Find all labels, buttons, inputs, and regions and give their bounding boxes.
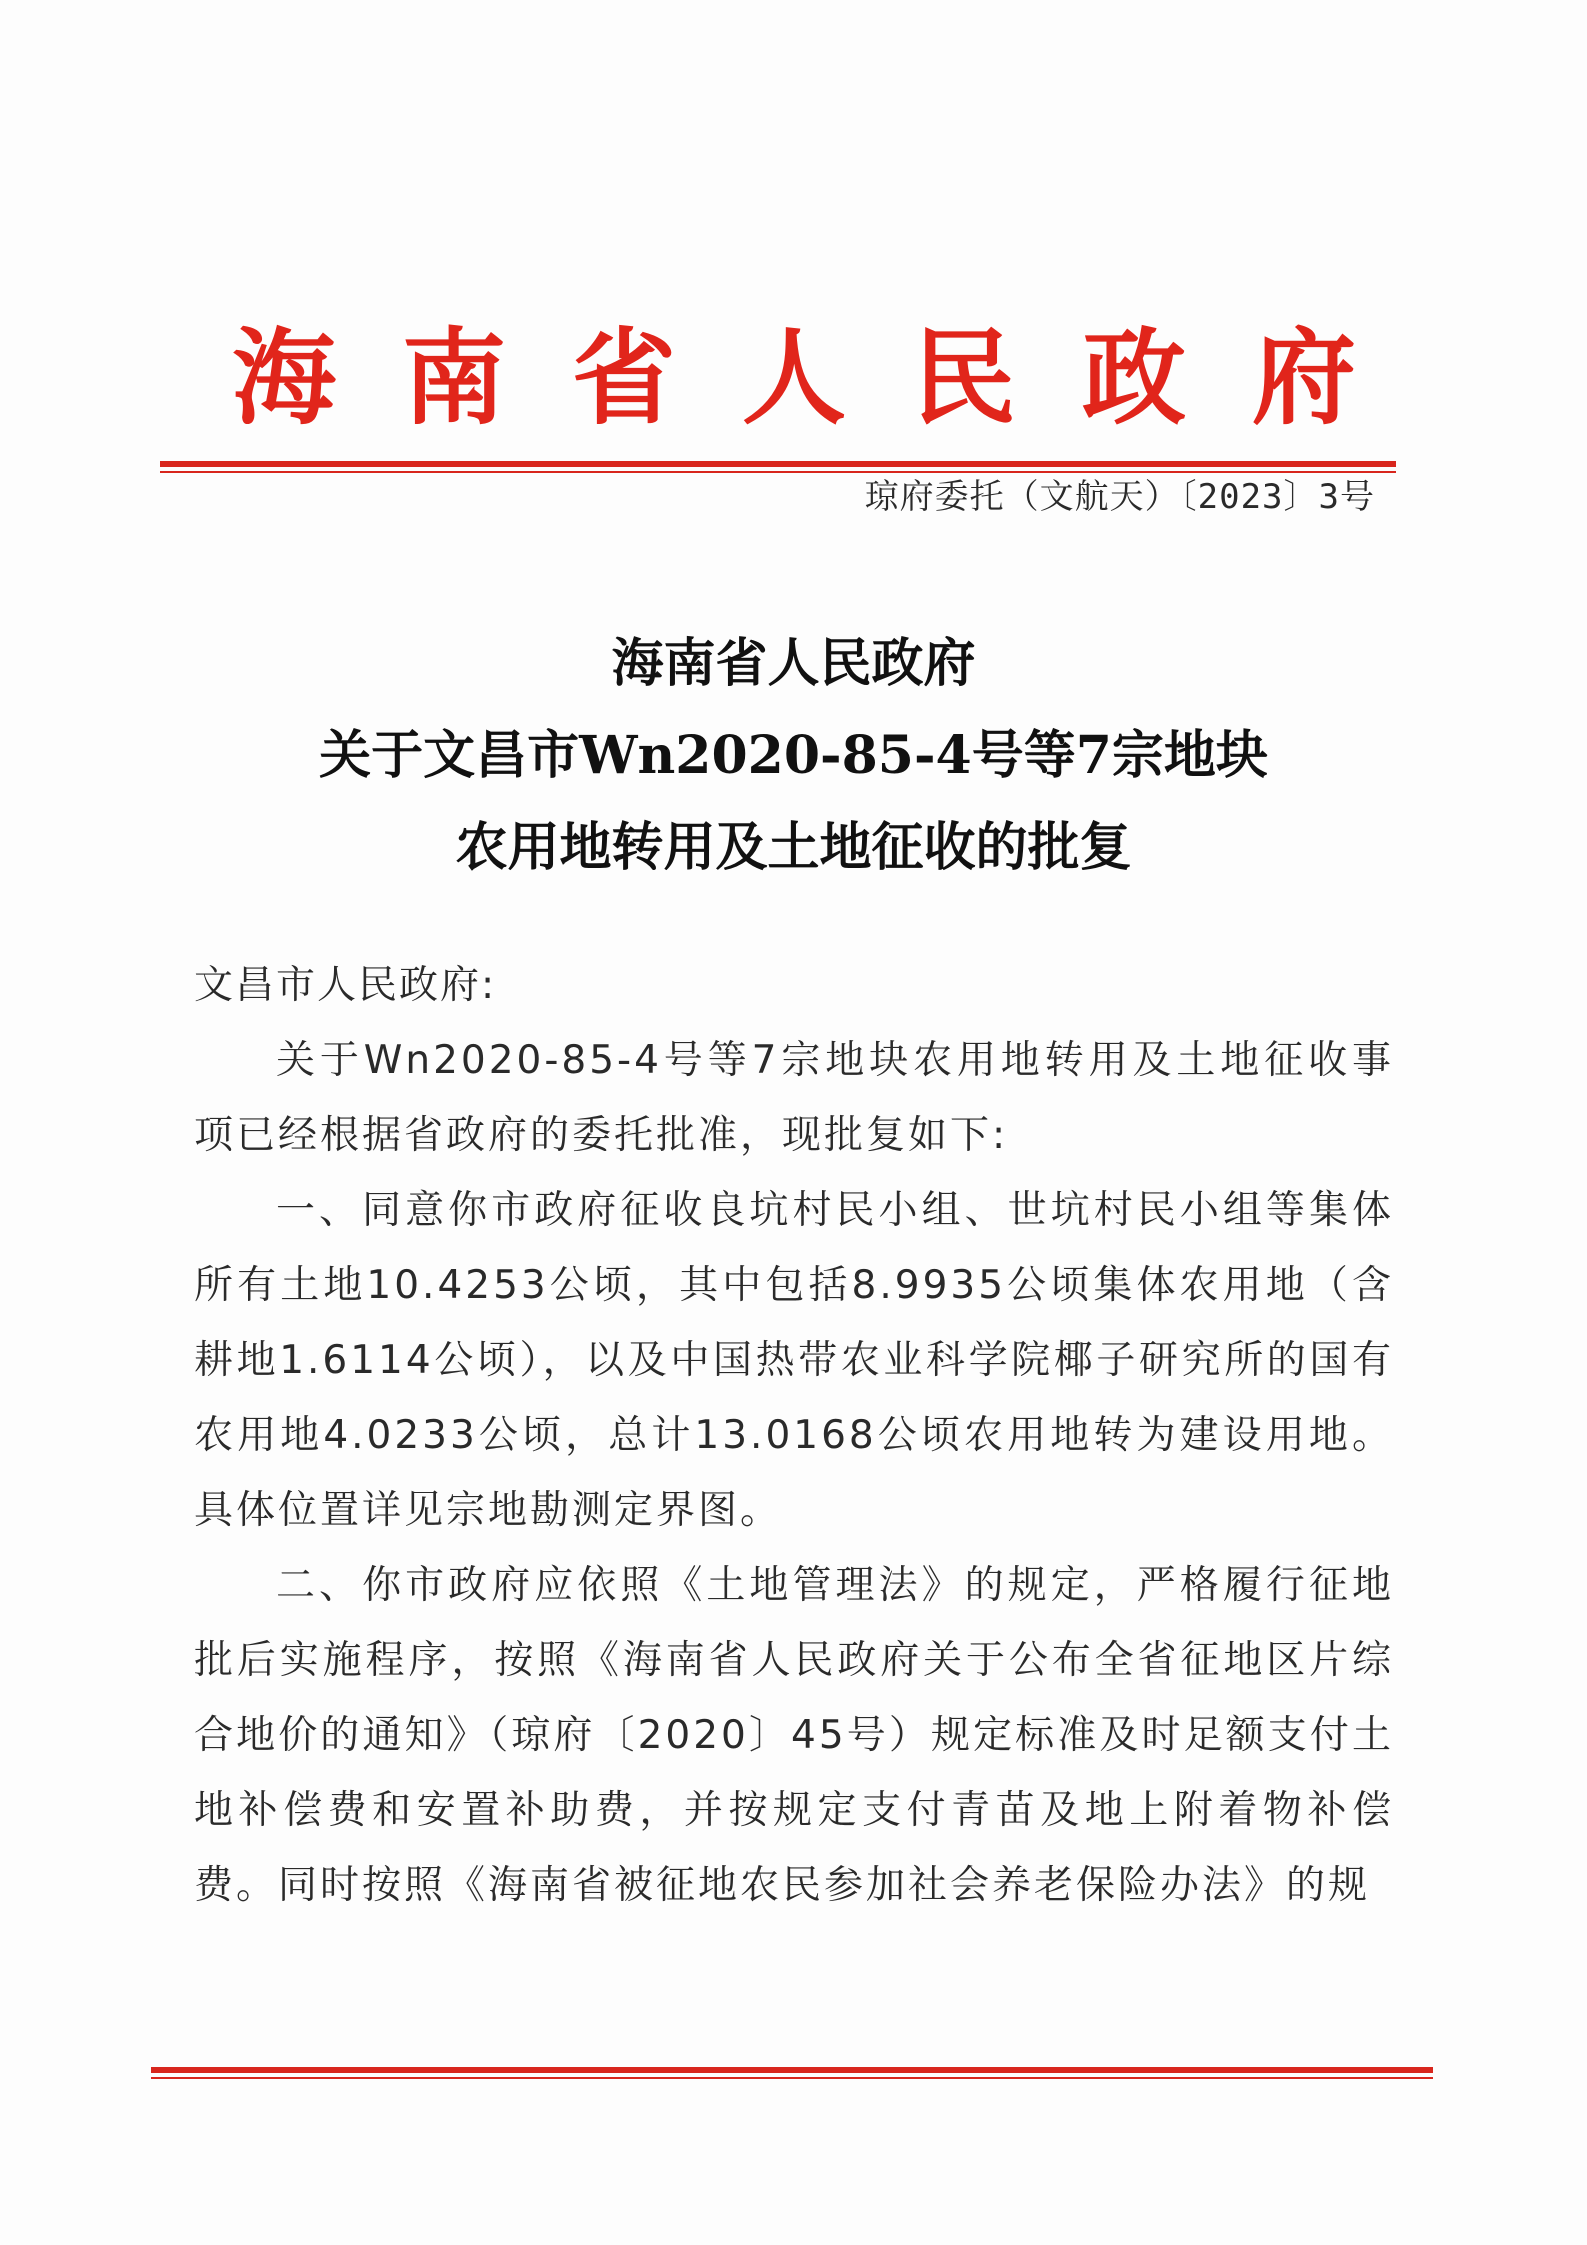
masthead-title: 海南省人民政府 xyxy=(232,317,1423,439)
addressee: 文昌市人民政府: xyxy=(194,963,497,1008)
title-line-3: 农用地转用及土地征收的批复 xyxy=(455,817,1132,878)
body-paragraph-1: 一、同意你市政府征收良坑村民小组、世坑村民小组等集体所有土地10.4253公顷，其中包括8.9935公顷集体农用地（含耕地1.6114公顷），以及中国热带农业科学院椰子研究所的国有农用地4.0233公顷，总计13.0168公顷农用地转为建设用地。具体位置详见宗地勘测定界图。 xyxy=(194,1188,1394,1533)
header-red-rule-thick xyxy=(160,461,1396,467)
document-number: 琼府委托（文航天）〔2023〕3号 xyxy=(864,477,1375,517)
document-title xyxy=(150,618,1437,894)
title-line-1: 海南省人民政府 xyxy=(611,633,976,694)
body-paragraph-intro: 关于Wn2020-85-4号等7宗地块农用地转用及土地征收事项已经根据省政府的委托批准，现批复如下: xyxy=(194,1038,1394,1158)
footer-red-rule-thin xyxy=(151,2077,1433,2079)
document-body xyxy=(194,948,1394,1923)
footer-red-rule-thick xyxy=(151,2067,1433,2073)
body-paragraph-2: 二、你市政府应依照《土地管理法》的规定，严格履行征地批后实施程序，按照《海南省人民政府关于公布全省征地区片综合地价的通知》（琼府〔2020〕45号）规定标准及时足额支付土地补偿费和安置补助费，并按规定支付青苗及地上附着物补偿费。同时按照《海南省被征地农民参加社会养老保险办法》的规 xyxy=(194,1563,1394,1908)
title-line-2: 关于文昌市Wn2020-85-4号等7宗地块 xyxy=(319,725,1268,786)
